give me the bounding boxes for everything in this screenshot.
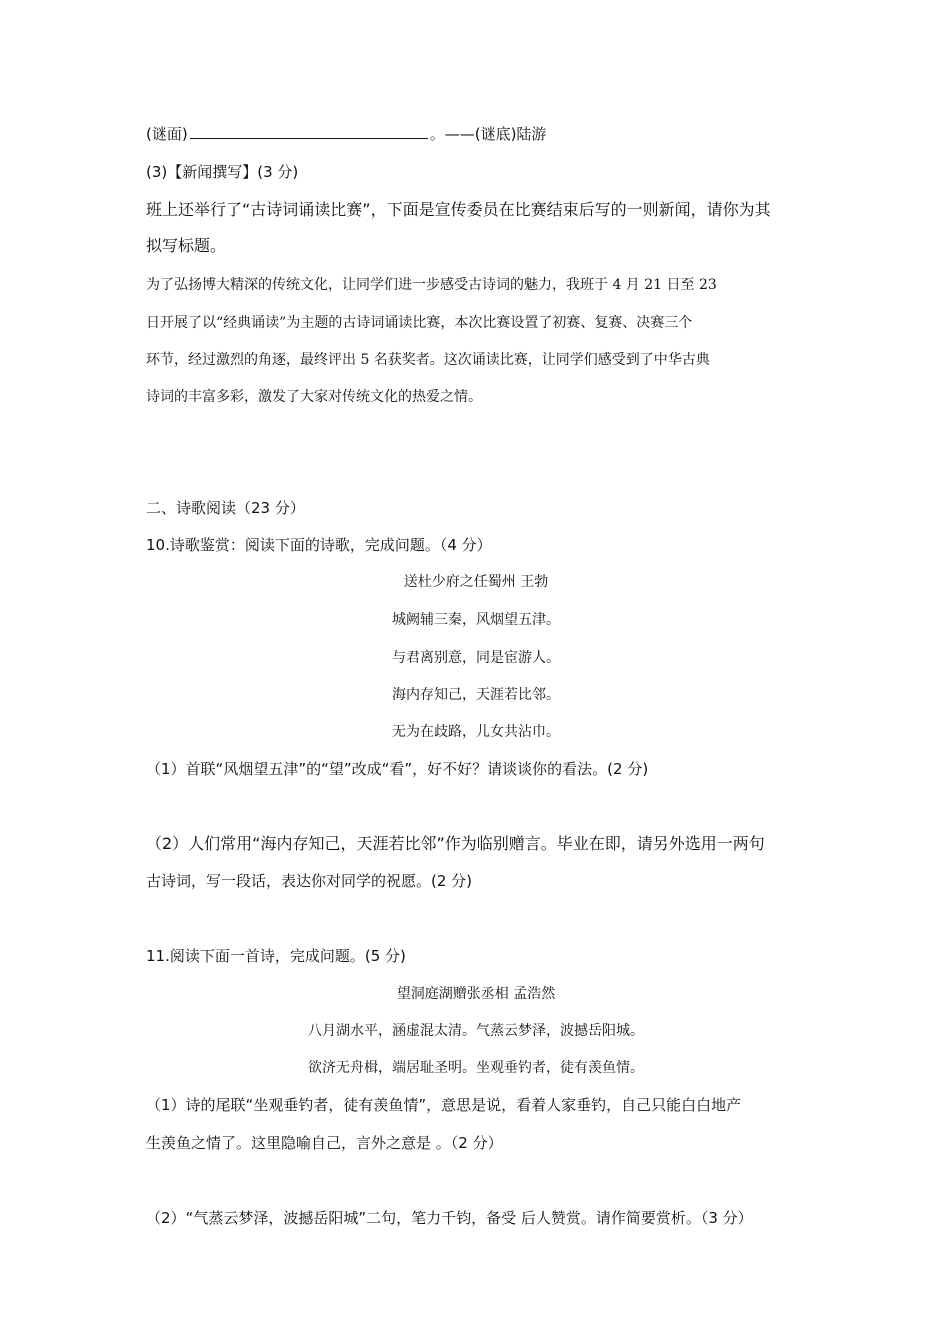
q10-poem-line: 无为在歧路，儿女共沾巾。 bbox=[392, 724, 560, 740]
news-header: (3)【新闻撰写】(3 分) bbox=[146, 163, 299, 181]
news-body-line-3: 环节，经过激烈的角逐，最终评出 5 名获奖者。这次诵读比赛，让同学们感受到了中华古典 bbox=[146, 352, 710, 368]
q11-header: 11.阅读下面一首诗，完成问题。(5 分) bbox=[146, 947, 406, 965]
q11-poem-line: 欲济无舟楫，端居耻圣明。坐观垂钓者，徒有羡鱼情。 bbox=[308, 1060, 644, 1076]
q11-poem-line: 八月湖水平，涵虚混太清。气蒸云梦泽，波撼岳阳城。 bbox=[308, 1023, 644, 1039]
news-prompt-line-2: 拟写标题。 bbox=[146, 236, 227, 255]
section-2-title: 二、诗歌阅读（23 分） bbox=[146, 499, 305, 517]
q10-sub-question-1: （1）首联“风烟望五津”的“望”改成“看”，好不好？请谈谈你的看法。(2 分) bbox=[146, 760, 649, 778]
riddle-answer-blank[interactable] bbox=[190, 124, 428, 139]
q10-poem-line: 与君离别意，同是宦游人。 bbox=[392, 650, 560, 666]
q10-poem-title: 送杜少府之任蜀州 王勃 bbox=[403, 574, 549, 590]
q11-sub-question-1-line-2: 生羡鱼之情了。这里隐喻自己，言外之意是 。（2 分） bbox=[146, 1134, 503, 1152]
news-prompt-line-1: 班上还举行了“古诗词诵读比赛”，下面是宣传委员在比赛结束后写的一则新闻，请你为其 bbox=[146, 200, 771, 219]
news-body-line-4: 诗词的丰富多彩，激发了大家对传统文化的热爱之情。 bbox=[146, 389, 482, 405]
riddle-line bbox=[146, 124, 546, 144]
q10-poem-line: 城阙辅三秦，风烟望五津。 bbox=[392, 612, 560, 628]
news-body-line-1: 为了弘扬博大精深的传统文化，让同学们进一步感受古诗词的魅力，我班于 4 月 21 日至 23 bbox=[146, 277, 717, 293]
q10-sub-question-2-line-1: （2）人们常用“海内存知己，天涯若比邻”作为临别赠言。毕业在即，请另外选用一两句 bbox=[146, 834, 765, 853]
news-body-line-2: 日开展了以“经典诵读”为主题的古诗词诵读比赛，本次比赛设置了初赛、复赛、决赛三个 bbox=[146, 315, 693, 331]
q10-poem-line: 海内存知己，天涯若比邻。 bbox=[392, 687, 560, 703]
q11-sub-question-2: （2）“气蒸云梦泽，波撼岳阳城”二句，笔力千钧，备受 后人赞赏。请作简要赏析。（3 分） bbox=[146, 1209, 753, 1227]
riddle-end: 。——(谜底)陆游 bbox=[429, 125, 547, 143]
q11-sub-question-1-line-1: （1）诗的尾联“坐观垂钓者，徒有羡鱼情”，意思是说，看着人家垂钓，自己只能白白地产 bbox=[146, 1096, 742, 1114]
q11-poem-title: 望洞庭湖赠张丞相 孟浩然 bbox=[396, 986, 556, 1002]
q10-header: 10.诗歌鉴赏：阅读下面的诗歌，完成问题。（4 分） bbox=[146, 536, 492, 554]
q10-sub-question-2-line-2: 古诗词，写一段话，表达你对同学的祝愿。(2 分) bbox=[146, 872, 473, 890]
riddle-face-label: (谜面) bbox=[146, 125, 188, 143]
